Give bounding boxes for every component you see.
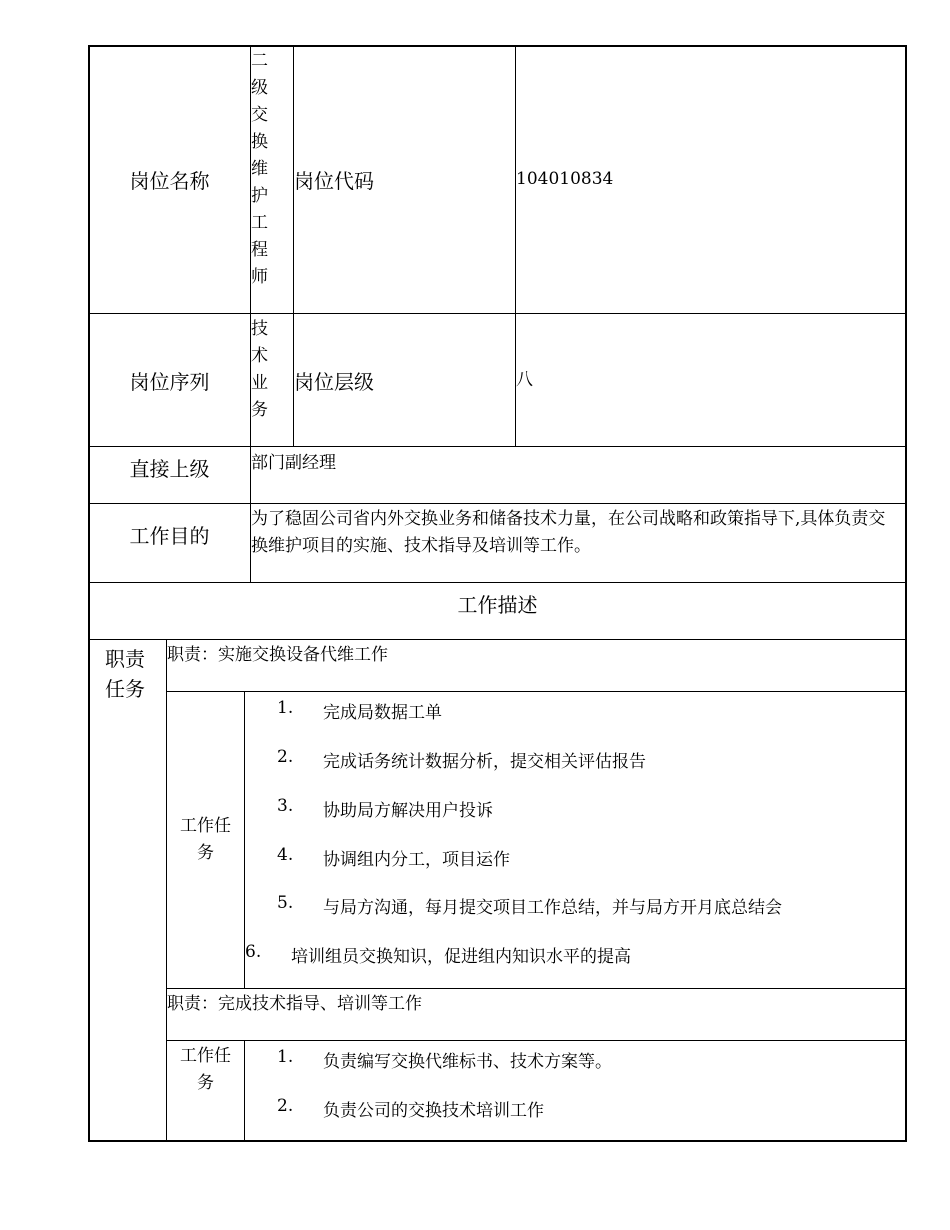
task-number: 2. — [277, 1096, 294, 1116]
purpose-value: 为了稳固公司省内外交换业务和储备技术力量，在公司战略和政策指导下,具体负责交换维护项目的实施、技术指导及培训等工作。 — [250, 503, 907, 583]
task-text: 与局方沟通，每月提交项目工作总结，并与局方开月底总结会 — [323, 898, 782, 918]
task-text: 负责公司的交换技术培训工作 — [323, 1101, 544, 1121]
post-name-cell — [250, 45, 294, 314]
post-level-value: 八 — [515, 313, 907, 447]
post-code-label: 岗位代码 — [293, 45, 516, 314]
task-number: 3. — [277, 796, 294, 816]
post-series-cell — [250, 313, 294, 447]
post-name-value: 二级交换维护工程师 — [251, 51, 268, 287]
task-number: 2. — [277, 747, 294, 767]
purpose-label: 工作目的 — [88, 503, 251, 583]
tasks-label: 工作任务 — [166, 691, 245, 989]
task-text: 协助局方解决用户投诉 — [323, 801, 493, 821]
task-number: 4. — [277, 845, 294, 865]
task-text: 协调组内分工，项目运作 — [323, 850, 510, 870]
task-text: 完成局数据工单 — [323, 703, 442, 723]
duty-title: 职责：实施交换设备代维工作 — [166, 639, 907, 692]
duties-label: 职责任务 — [88, 639, 167, 1142]
task-list — [244, 1040, 907, 1142]
task-text: 负责编写交换代维标书、技术方案等。 — [323, 1052, 612, 1072]
task-number: 1. — [277, 698, 294, 718]
post-code-value: 104010834 — [515, 45, 907, 314]
task-list — [244, 691, 907, 989]
description-header: 工作描述 — [88, 582, 907, 640]
post-series-value: 技术业务 — [251, 319, 268, 420]
duty-title: 职责：完成技术指导、培训等工作 — [166, 988, 907, 1041]
post-name-label: 岗位名称 — [88, 45, 251, 314]
task-number: 6. — [245, 942, 262, 962]
task-text: 完成话务统计数据分析，提交相关评估报告 — [323, 752, 646, 772]
post-series-label: 岗位序列 — [88, 313, 251, 447]
superior-label: 直接上级 — [88, 446, 251, 504]
task-number: 1. — [277, 1047, 294, 1067]
superior-value: 部门副经理 — [250, 446, 907, 504]
tasks-label: 工作任务 — [166, 1040, 245, 1142]
task-text: 培训组员交换知识，促进组内知识水平的提高 — [291, 947, 631, 967]
task-number: 5. — [277, 893, 294, 913]
post-level-label: 岗位层级 — [293, 313, 516, 447]
